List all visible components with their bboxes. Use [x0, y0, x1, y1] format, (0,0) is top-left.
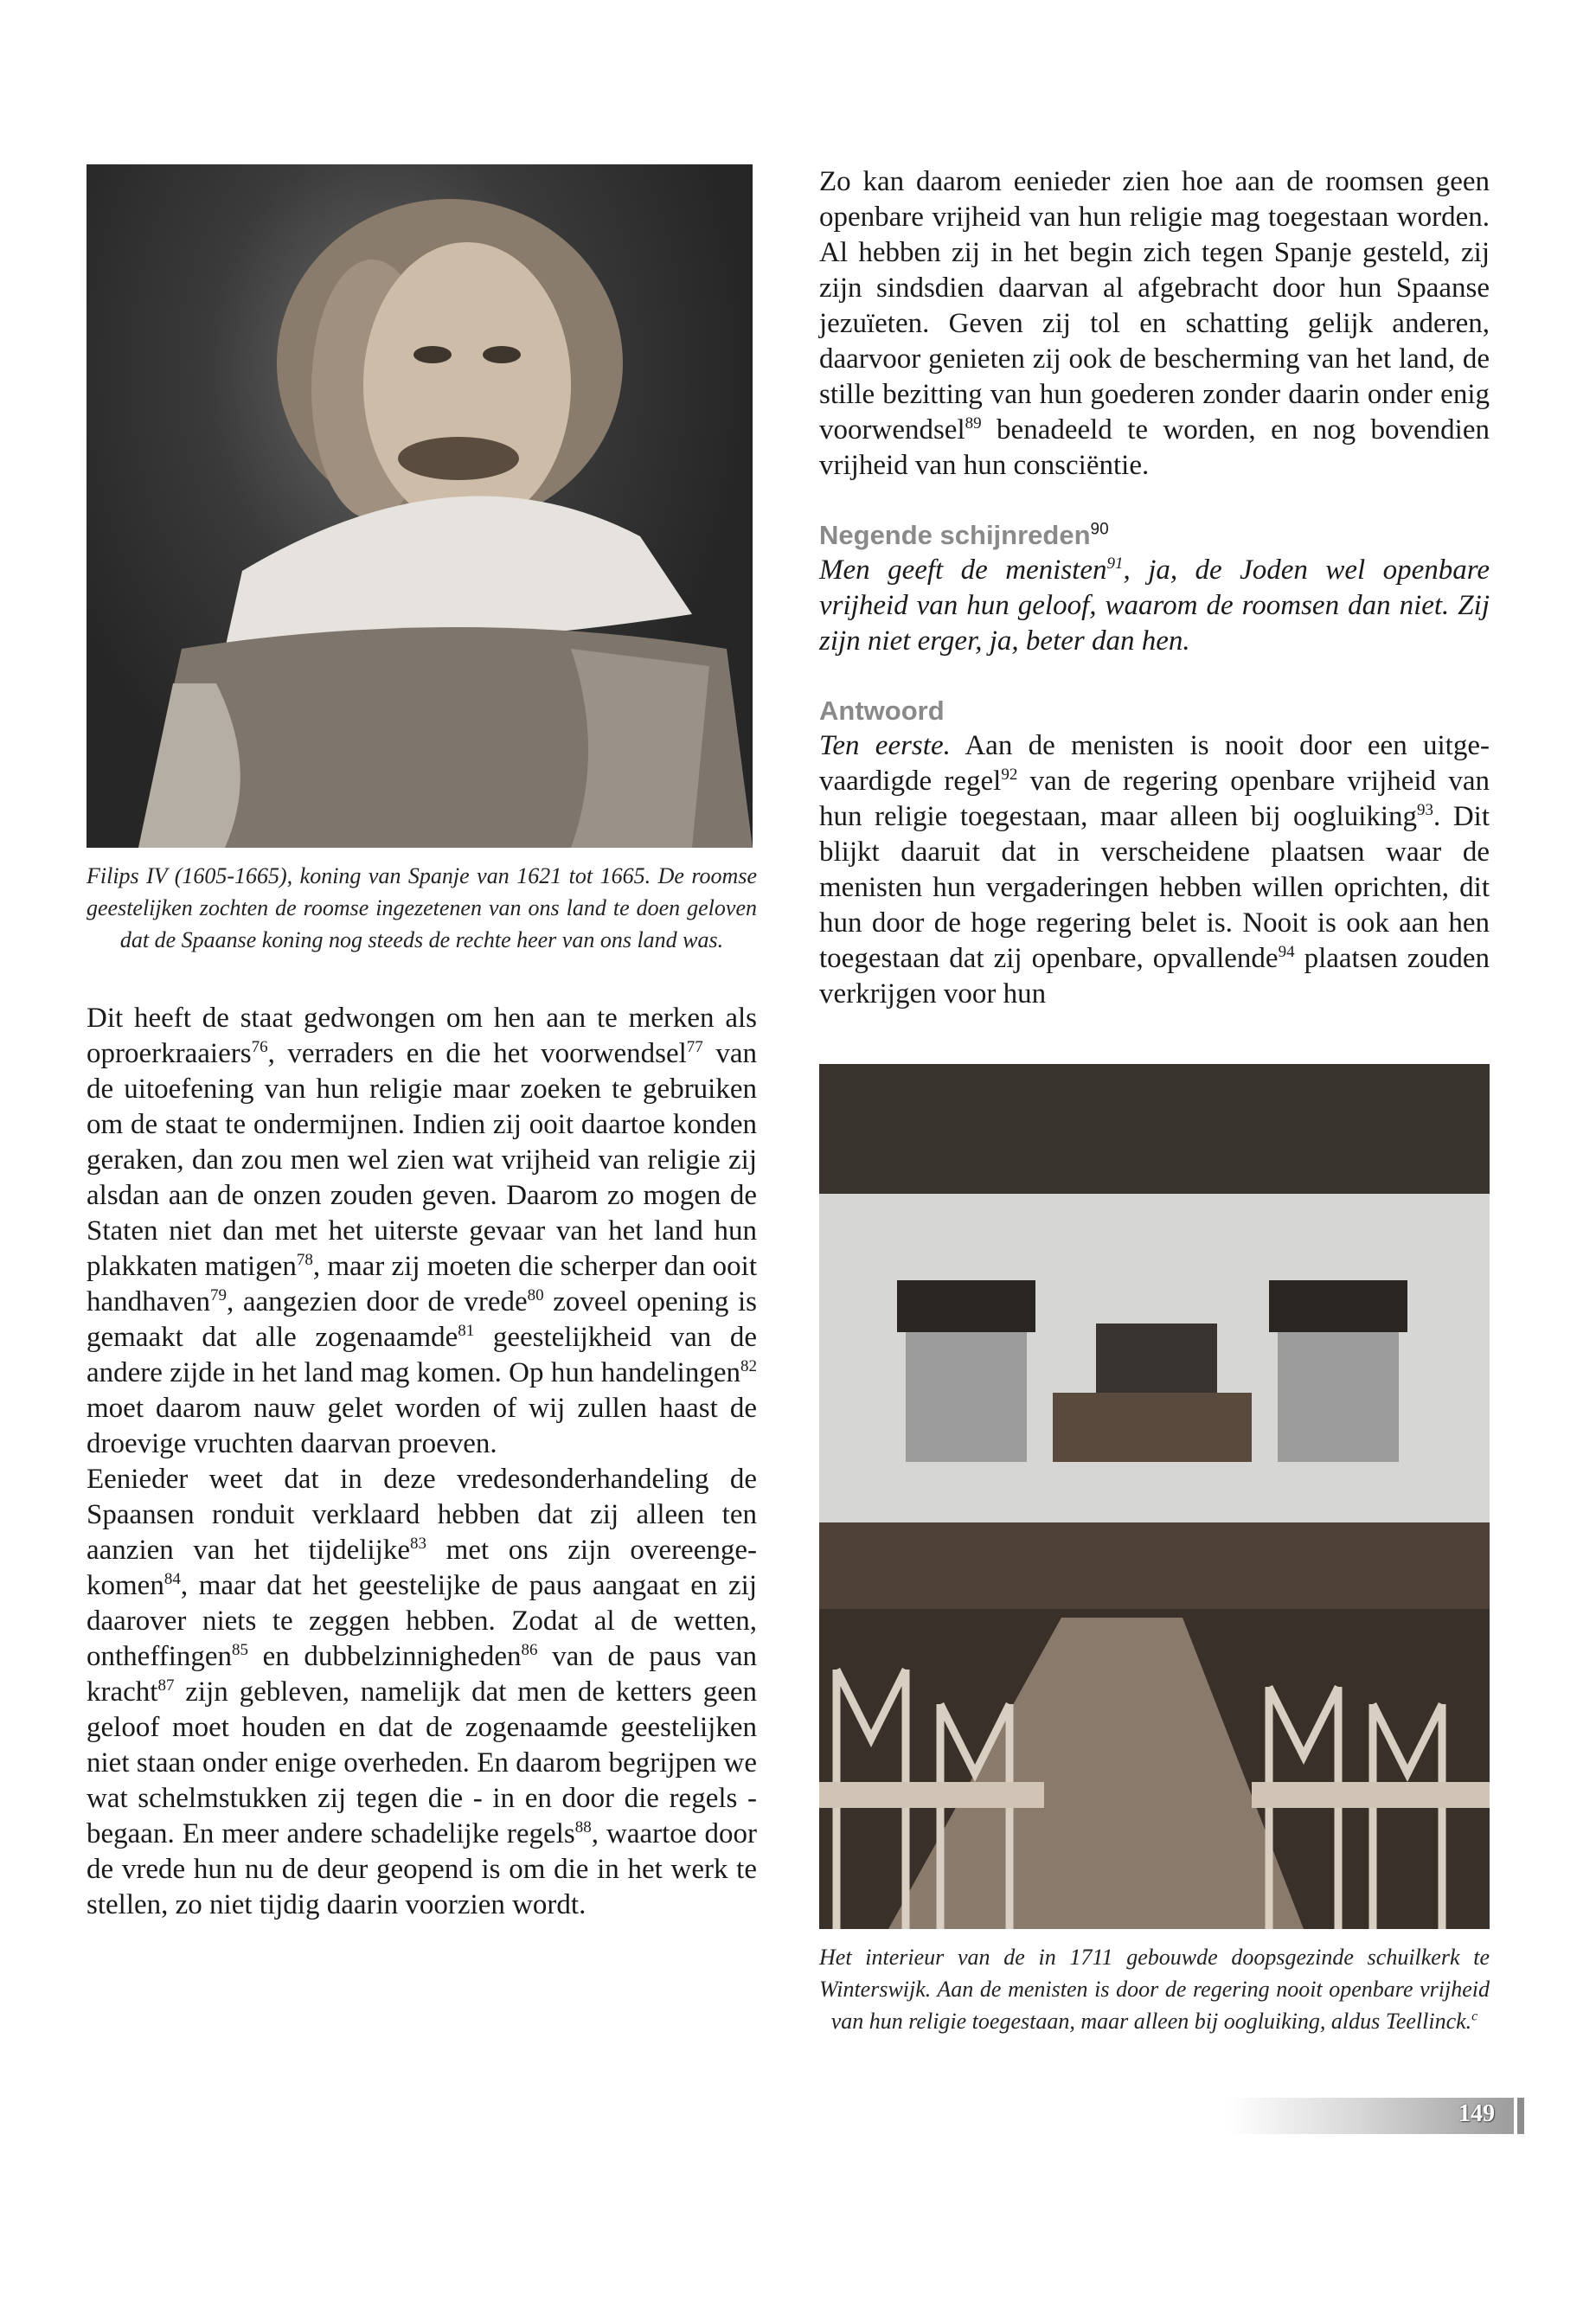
- portrait-illustration: [87, 164, 753, 848]
- antwoord-paragraph: Ten eerste. Aan de menisten is nooit door een uitgevaardigde regel$^{92}$ van de regering openbare vrijheid van hun religie toegestaan, maar alleen bij oogluiking$^{93}$. Dit blijkt daaruit dat in verscheidene plaatsen waar de menisten hun vergaderingen hebben willen oprichten, dit hun door de hoge regering belet is. Nooit is ook aan hen toegestaan dat zij openbare, opvallende$^{94}$ plaatsen zouden verkrijgen voor hun: [819, 730, 1490, 1009]
- left-column: [87, 164, 757, 1923]
- page-number-tick: [1517, 2098, 1524, 2134]
- right-paragraph-1: Zo kan daarom eenieder zien hoe aan de roomsen geen openbare vrijheid van hun religie mag toegestaan worden. Al hebben zij in het begin zich tegen Spanje gesteld, zij zijn sindsdien daarvan al afgebracht door hun Spaanse jezuïeten. Geven zij tol en schatting gelijk anderen, daarvoor genieten zij ook de bescherming van het land, de stille bezitting van hun goederen zonder daarin onder enig voorwendsel$^{89}$ benadeeld te worden, en nog bovendien vrijheid van hun consciëntie.: [819, 166, 1490, 481]
- portrait-caption: Filips IV (1605-1665), koning van Spanje van 1621 tot 1665. De roomse geestelijken zochten de roomse ingezetenen van ons land te doen geloven dat de Spaanse koning nog steeds de rechte heer van ons land was.: [87, 863, 757, 952]
- page-number: 149: [1458, 2100, 1495, 2127]
- left-paragraph-1: Dit heeft de staat gedwongen om hen aan te merken als oproerkraaiers$^{76}$, verraders en die het voorwendsel$^{77}$ van de uitoefening van hun religie maar zoeken te gebruiken om de staat te ondermijnen. Indien zij ooit daartoe konden geraken, dan zou men wel zien wat vrijheid van religie zij alsdan aan de onzen zouden geven. Daarom zo mogen de Staten niet dan met het uiterste gevaar van het land hun plakkaten matigen$^{78}$, maar zij moeten die scherper dan ooit handhaven$^{79}$, aangezien door de vrede$^{80}$ zoveel opening is gemaakt dat alle zogenaamde$^{81}$ geestelijkheid van de andere zijde in het land mag komen. Op hun handelingen$^{82}$ moet daarom nauw gelet worden of wij zullen haast de droevige vruchten daarvan proeven.: [87, 1003, 758, 1459]
- interior-illustration: [819, 1064, 1490, 1929]
- page-number-bar: [1228, 2098, 1514, 2134]
- right-column: [819, 164, 1490, 2037]
- heading-antwoord: Antwoord: [819, 695, 945, 726]
- schijnreden-statement: Men geeft de menisten$^{91}$, ja, de Joden wel openbare vrijheid van hun geloof, waarom de roomsen dan niet. Zij zijn niet erger, ja, beter dan hen.: [819, 554, 1490, 657]
- interior-caption: Het interieur van de in 1711 gebouwde doopsgezinde schuilkerk te Winterswijk. Aan de menisten is door de regering nooit openbare vrijheid van hun religie toegestaan, maar alleen bij oogluiking, aldus Teellinck.$^c$: [819, 1945, 1490, 2034]
- heading-negende-schijnreden: Negende schijnreden$^{90}$: [819, 520, 1109, 550]
- left-paragraph-2: Eenieder weet dat in deze vredesonderhandeling de Spaansen ronduit verklaard hebben dat zij alleen ten aanzien van het tijdelijke$^{83}$ met ons zijn overeengekomen$^{84}$, maar dat het geestelijke de paus aangaat en zij daarover niets te zeggen hebben. Zodat al de wetten, ontheffingen$^{85}$ en dubbelzinnigheden$^{86}$ van de paus van kracht$^{87}$ zijn gebleven, namelijk dat men de ketters geen geloof moet houden en dat de zogenaamde geestelijken niet staan onder enige overheden. En daarom begrijpen we wat schelmstukken zij tegen die - in en door die regels - begaan. En meer andere schadelijke regels$^{88}$, waartoe door de vrede hun nu de deur geopend is om die in het werk te stellen, zo niet tijdig daarin voorzien wordt.: [87, 1464, 758, 1920]
- church-interior-image: [819, 1064, 1490, 1929]
- portrait-philip-iv-image: [87, 164, 753, 848]
